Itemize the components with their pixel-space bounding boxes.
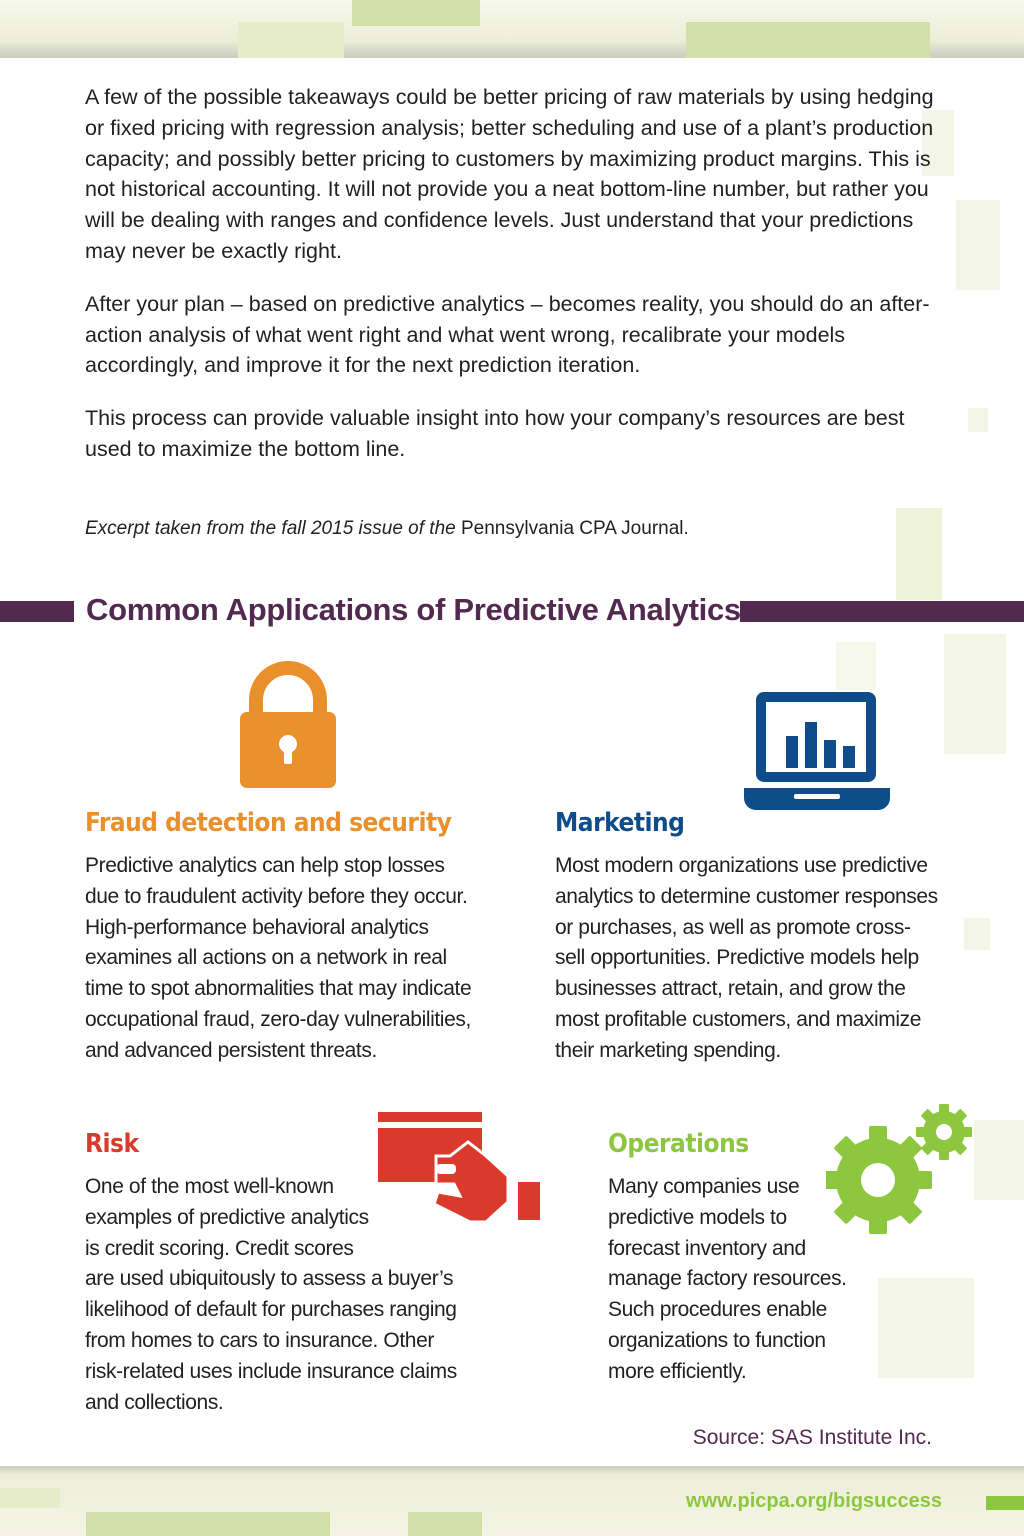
marketing-line: Most modern organizations use predictive: [555, 854, 928, 877]
marketing-line: analytics to determine customer responses: [555, 884, 938, 908]
footer-url-link[interactable]: www.picpa.org/bigsuccess: [686, 1490, 942, 1512]
operations-line: more efficiently.: [608, 1359, 747, 1383]
title-bar-right: [740, 601, 1024, 622]
intro-paragraph-2: After your plan – based on predictive analytics – becomes reality, you should do an after-action analysis of what went right and what went wrong, recalibrate your models accordingly, and improve it for the next prediction iteration.: [85, 291, 930, 378]
fraud-line: due to fraudulent activity before they occur.: [85, 884, 468, 908]
fraud-body: [85, 851, 471, 1067]
operations-line: predictive models to: [608, 1205, 787, 1229]
intro-paragraph-1: A few of the possible takeaways could be better pricing of raw materials by using hedging or fixed pricing with regression analysis; better scheduling and use of a plant’s production capacity; and possibly better pricing to customers by maximizing product margins. This is not historical accounting. It will not provide you a neat bottom-line number, but rather you will be dealing with ranges and confidence levels. Just understand that your predictions may never be exactly right.: [85, 85, 934, 263]
fraud-line: occupational fraud, zero-day vulnerabilities,: [85, 1007, 471, 1031]
fraud-line: time to spot abnormalities that may indicate: [85, 977, 472, 1001]
top-decorative-band: [0, 0, 1024, 58]
section-title: Common Applications of Predictive Analytics: [86, 592, 741, 627]
marketing-line: sell opportunities. Predictive models help: [555, 946, 919, 970]
decor-block: [878, 1278, 974, 1378]
marketing-body: [555, 851, 938, 1067]
decor-block: [956, 200, 1000, 290]
operations-line: organizations to function: [608, 1328, 826, 1352]
source-credit: Source: SAS Institute Inc.: [692, 1426, 932, 1449]
risk-line: and collections.: [85, 1390, 224, 1414]
risk-line: are used ubiquitously to assess a buyer’s: [85, 1267, 454, 1291]
footer-accent-bar: [986, 1496, 1024, 1510]
excerpt-prefix: Excerpt taken from the fall 2015 issue of the: [85, 518, 456, 539]
risk-line: risk-related uses include insurance claims: [85, 1359, 457, 1383]
operations-body: [608, 1172, 847, 1388]
operations-line: Such procedures enable: [608, 1298, 827, 1322]
intro-paragraph-3: This process can provide valuable insight into how your company’s resources are best used to maximize the bottom line.: [85, 406, 905, 461]
operations-heading: Operations: [608, 1129, 749, 1159]
risk-line: examples of predictive analytics: [85, 1205, 369, 1229]
operations-line: manage factory resources.: [608, 1267, 847, 1291]
excerpt-journal: Pennsylvania CPA Journal.: [461, 518, 689, 539]
laptop-bar-chart-icon: [744, 690, 890, 812]
fraud-line: and advanced persistent threats.: [85, 1038, 377, 1062]
marketing-line: most profitable customers, and maximize: [555, 1007, 922, 1031]
excerpt-credit: [85, 518, 935, 540]
fraud-line: examines all actions on a network in real: [85, 946, 447, 970]
fraud-line: Predictive analytics can help stop losses: [85, 854, 445, 877]
title-bar-left: [0, 601, 74, 622]
risk-line: likelihood of default for purchases ranging: [85, 1298, 457, 1322]
operations-line: forecast inventory and: [608, 1236, 806, 1260]
risk-body: [85, 1172, 457, 1418]
risk-heading: Risk: [85, 1129, 139, 1159]
intro-text: [85, 82, 935, 487]
marketing-line: or purchases, as well as promote cross-: [555, 915, 911, 939]
fraud-line: High-performance behavioral analytics: [85, 915, 429, 939]
padlock-icon: [238, 660, 338, 788]
marketing-line: their marketing spending.: [555, 1038, 781, 1062]
decor-block: [944, 634, 1006, 754]
gears-icon: [826, 1104, 974, 1234]
risk-line: from homes to cars to insurance. Other: [85, 1328, 434, 1352]
risk-line: is credit scoring. Credit scores: [85, 1236, 354, 1260]
operations-line: Many companies use: [608, 1175, 800, 1198]
marketing-heading: Marketing: [555, 808, 685, 838]
decor-block: [836, 642, 876, 690]
decor-block: [968, 408, 988, 432]
decor-block: [964, 918, 990, 950]
marketing-line: businesses attract, retain, and grow the: [555, 977, 906, 1001]
risk-line: One of the most well-known: [85, 1175, 334, 1198]
fraud-heading: Fraud detection and security: [85, 808, 452, 838]
decor-block: [974, 1120, 1024, 1200]
